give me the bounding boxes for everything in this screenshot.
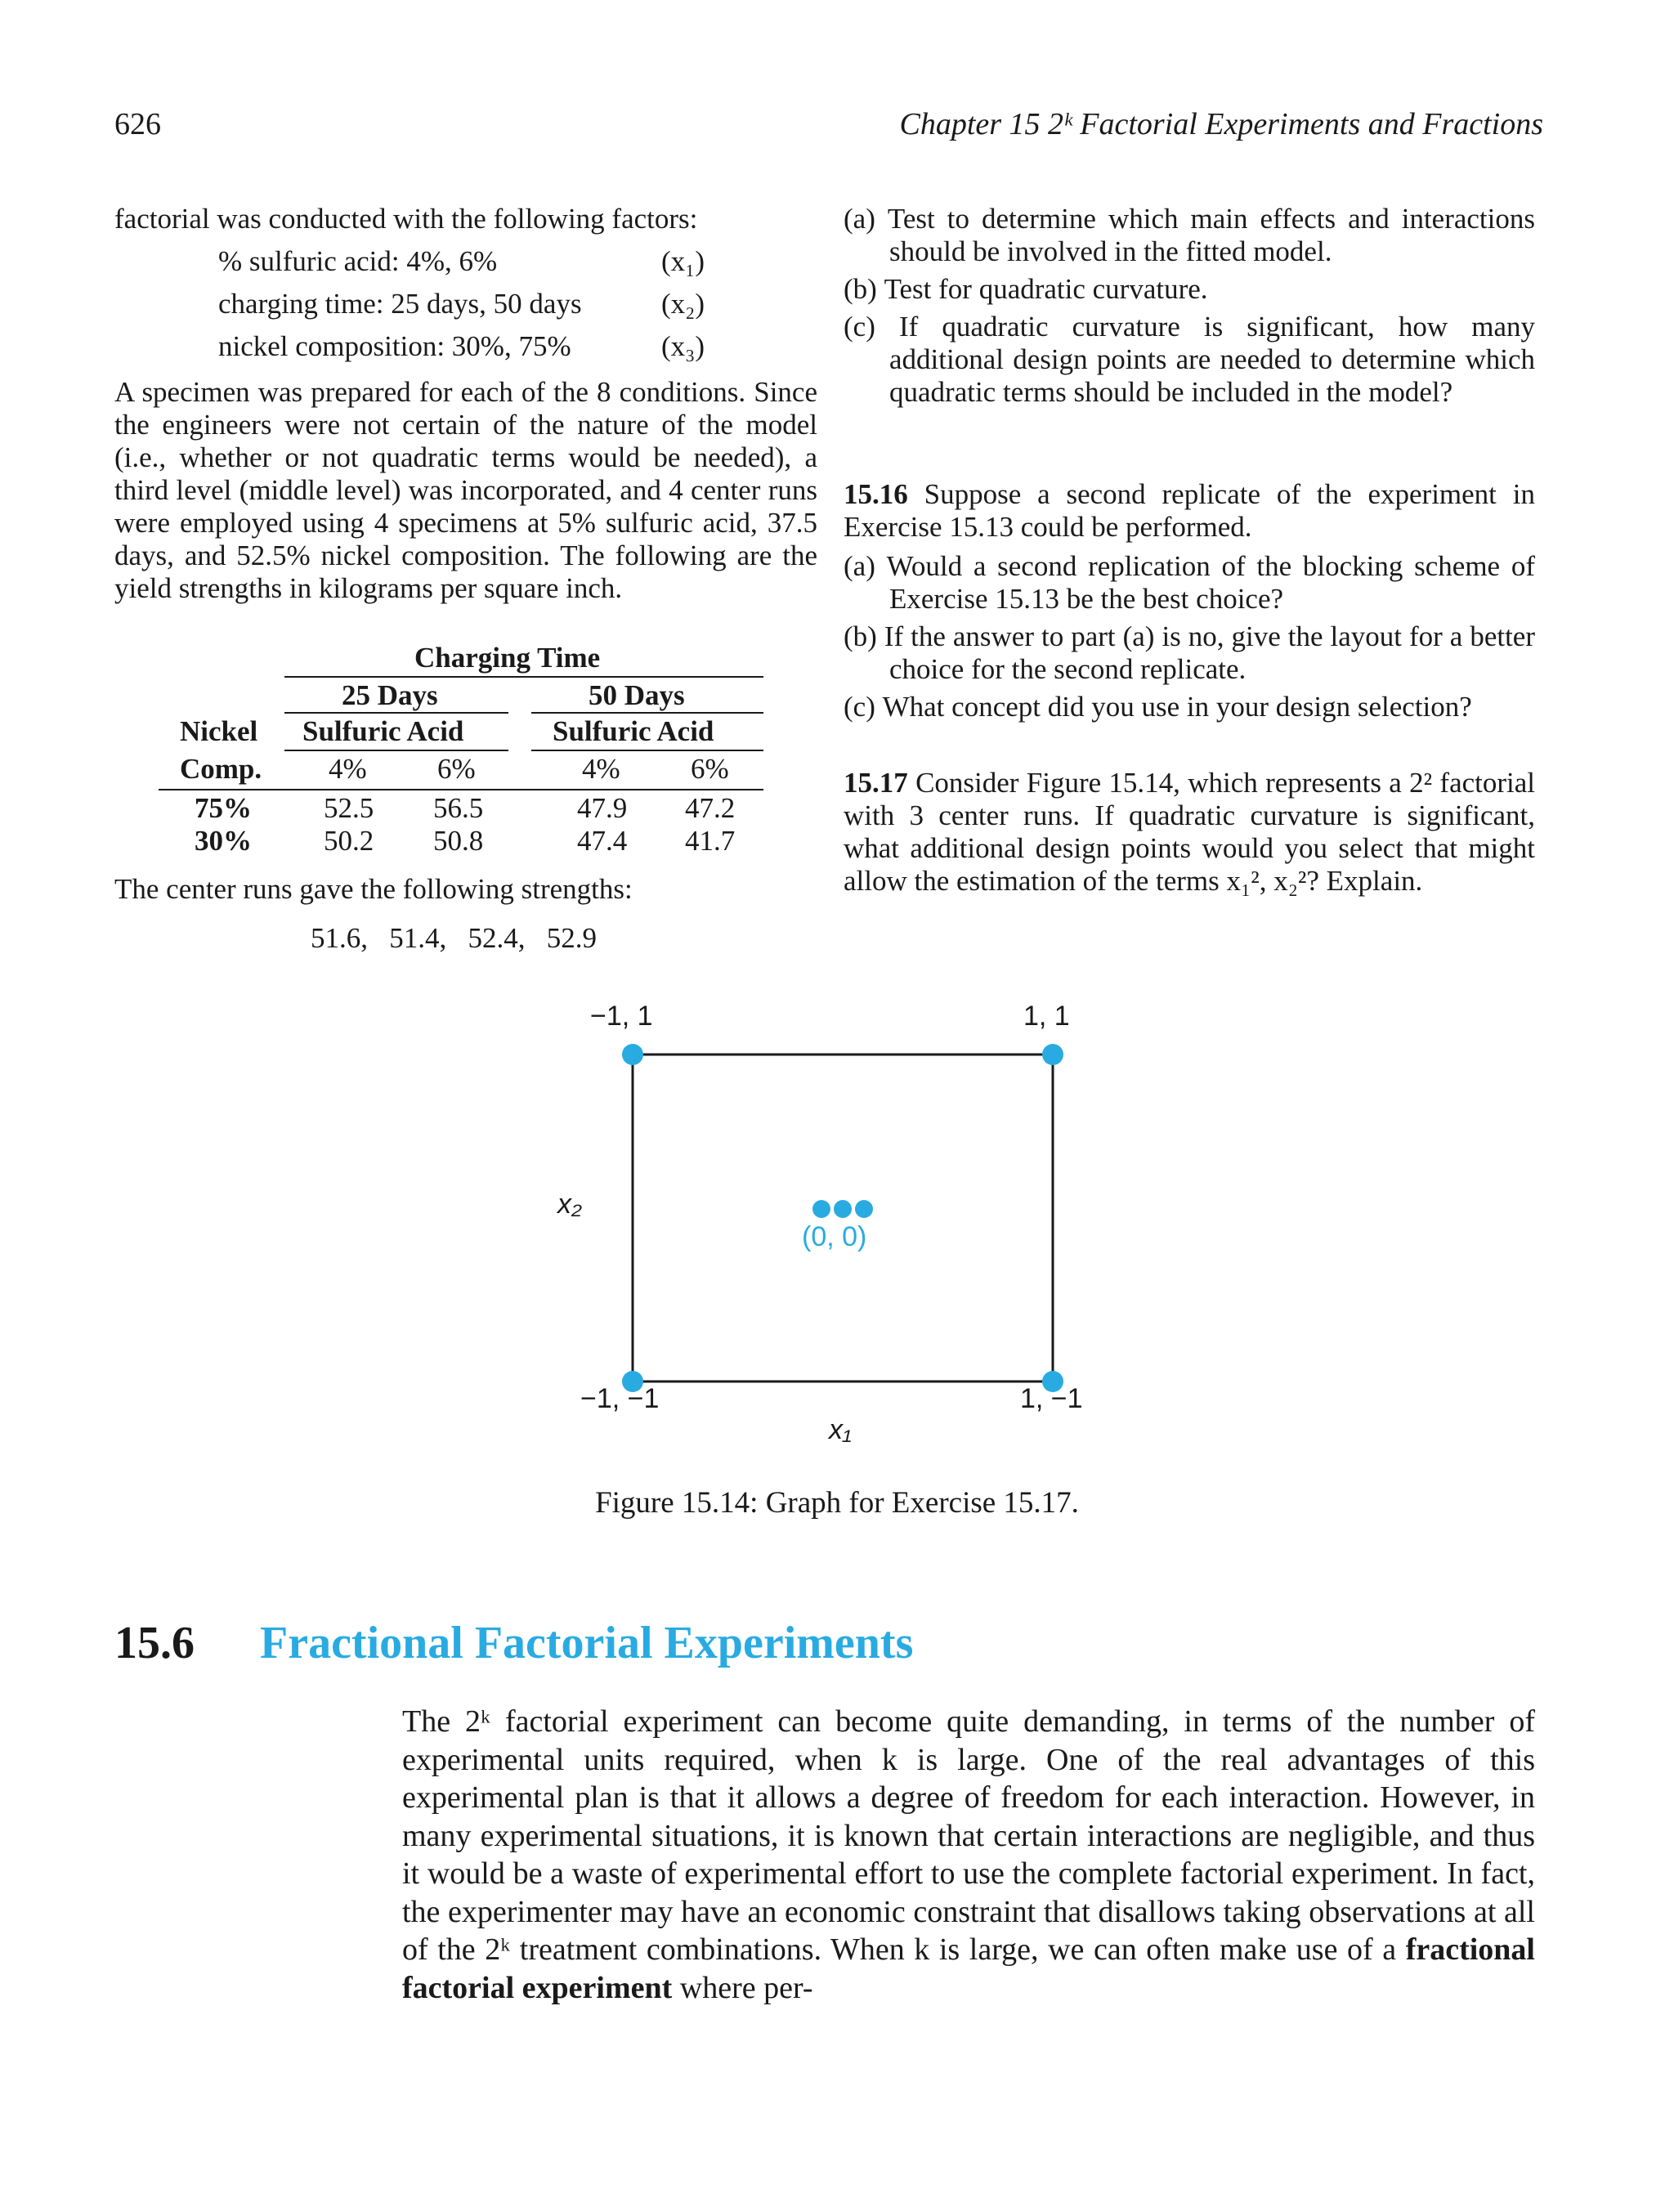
figure-caption: Figure 15.14: Graph for Exercise 15.17. — [595, 1486, 1079, 1520]
table-group-header: Charging Time — [414, 642, 601, 674]
corner-point — [1042, 1044, 1063, 1065]
factor-item — [218, 245, 705, 278]
exercise-text — [844, 478, 1535, 544]
yield-table — [155, 642, 777, 862]
part-text: If the answer to part (a) is no, give the layout for a better choice for the second replicate. — [884, 620, 1535, 685]
exercise-body: Suppose a second replicate of the experiment in Exercise 15.13 could be performed. — [844, 478, 1535, 543]
table-level: 6% — [691, 753, 729, 785]
table-level: 6% — [437, 753, 476, 785]
exercise-text — [844, 767, 1535, 898]
factor-code: (x₃) — [661, 330, 705, 362]
part-text: What concept did you use in your design selection? — [882, 691, 1472, 723]
part-text: Test to determine which main effects and interactions should be involved in the fitted model. — [887, 203, 1535, 267]
factor-item — [218, 330, 705, 363]
section-title: Fractional Factorial Experiments — [260, 1618, 914, 1668]
table-row-label: 75% — [195, 792, 252, 824]
table-level: 4% — [329, 753, 367, 785]
y-axis-label: x₂ — [557, 1189, 582, 1220]
x-axis-label: x₁ — [829, 1414, 852, 1445]
center-runs — [114, 873, 817, 906]
exercise-part — [844, 311, 1535, 409]
exercise-15-17 — [844, 767, 1535, 898]
table-col-header: 25 Days — [342, 679, 438, 711]
center-runs-text: The center runs gave the following strengths: — [114, 873, 633, 905]
center-point — [855, 1200, 873, 1218]
part-text: If quadratic curvature is significant, how many additional design points are needed to determine which quadratic terms should be included in the model? — [889, 311, 1536, 408]
table-cell: 56.5 — [433, 792, 484, 824]
center-runs-values: 51.6, 51.4, 52.4, 52.9 — [311, 922, 597, 954]
part-label: (a) — [844, 550, 875, 582]
table-rule — [531, 712, 763, 714]
left-intro — [114, 203, 817, 235]
center-point — [834, 1200, 852, 1218]
table-cell: 47.2 — [685, 792, 736, 824]
table-sub-header: Sulfuric Acid — [553, 715, 714, 747]
exercise-part — [844, 203, 1535, 268]
corner-label: −1, −1 — [580, 1383, 660, 1414]
part-label: (c) — [844, 691, 875, 723]
table-cell: 50.2 — [324, 825, 374, 857]
table-cell: 52.5 — [324, 792, 374, 824]
table-rule — [284, 676, 763, 678]
part-label: (b) — [844, 273, 877, 305]
corner-point — [622, 1044, 643, 1065]
section-text: where per- — [672, 1970, 813, 2005]
section-number: 15.6 — [114, 1618, 195, 1668]
section-text: The 2ᵏ factorial experiment can become quite demanding, in terms of the number of experimental units required, when k is large. One of the real advantages of this experimental plan is that it allows a degree of freedom for each interaction. However, in many experimental situations, it is known that certain interactions are negligible, and thus it would be a waste of experimental effort to use the complete factorial experiment. In fact, the experimenter may have an economic constraint that disallows taking observations at all of the 2ᵏ treatment combinations. When k is large, we can often make use of a — [402, 1704, 1535, 1967]
table-rule — [159, 789, 763, 790]
table-cell: 47.9 — [577, 792, 628, 824]
table-col-header: 50 Days — [589, 679, 685, 711]
corner-label: 1, −1 — [1020, 1383, 1083, 1414]
part-text: Test for quadratic curvature. — [884, 273, 1208, 305]
table-cell: 41.7 — [685, 825, 736, 857]
section-body — [402, 1703, 1535, 2007]
table-sub-header: Sulfuric Acid — [302, 715, 464, 747]
table-cell: 50.8 — [433, 825, 484, 857]
table-rule — [284, 750, 508, 751]
left-paragraph — [114, 376, 817, 605]
table-row-header: Nickel — [180, 715, 258, 747]
factor-text: charging time: 25 days, 50 days — [218, 288, 582, 320]
table-row-header: Comp. — [180, 753, 262, 785]
part-label: (c) — [844, 311, 875, 343]
part-label: (b) — [844, 620, 877, 652]
corner-label: 1, 1 — [1023, 1001, 1070, 1032]
table-row-label: 30% — [195, 825, 252, 857]
center-point — [812, 1200, 830, 1218]
center-label: (0, 0) — [802, 1221, 867, 1252]
corner-label: −1, 1 — [590, 1001, 653, 1032]
factor-item — [218, 288, 705, 320]
table-rule — [531, 750, 763, 751]
part-text: Would a second replication of the blocking scheme of Exercise 15.13 be the best choice? — [886, 550, 1536, 615]
factor-code: (x₂) — [661, 288, 705, 320]
exercise-part — [844, 620, 1535, 686]
table-rule — [284, 712, 508, 714]
paragraph-text: A specimen was prepared for each of the 8 conditions. Since the engineers were not certain of the nature of the model (i.e., whether or not quadratic terms would be needed), a third level (middle level) was incorporated, and 4 center runs were employed using 4 specimens at 5% sulfuric acid, 37.5 days, and 52.5% nickel composition. The following are the yield strengths in kilograms per square inch. — [114, 376, 817, 604]
page-number: 626 — [114, 107, 161, 141]
exercise-part — [844, 550, 1535, 616]
table-level: 4% — [582, 753, 620, 785]
exercise-number: 15.16 — [844, 478, 908, 510]
exercise-part — [844, 691, 1535, 723]
exercise-15-16 — [844, 478, 1535, 723]
section-bold-term: fractional factorial experiment — [402, 1932, 1535, 2005]
exercise-15-15-parts — [844, 203, 1535, 409]
factor-text: nickel composition: 30%, 75% — [218, 330, 571, 362]
design-square-figure — [523, 989, 1144, 1496]
exercise-part — [844, 273, 1535, 306]
exercise-body: Consider Figure 15.14, which represents a 2² factorial with 3 center runs. If quadratic curvature is significant, what additional design points would you select that might allow the estimation of the terms x₁², x₂²? Explain. — [844, 767, 1535, 897]
chapter-title: Chapter 15 2ᵏ Factorial Experiments and Fractions — [899, 107, 1543, 141]
factor-code: (x₁) — [661, 245, 705, 277]
intro-text: factorial was conducted with the following factors: — [114, 203, 698, 235]
factor-list — [218, 245, 741, 368]
exercise-number: 15.17 — [844, 767, 908, 799]
table-cell: 47.4 — [577, 825, 628, 857]
design-square — [633, 1055, 1053, 1381]
factor-text: % sulfuric acid: 4%, 6% — [218, 245, 498, 277]
part-label: (a) — [844, 203, 875, 235]
